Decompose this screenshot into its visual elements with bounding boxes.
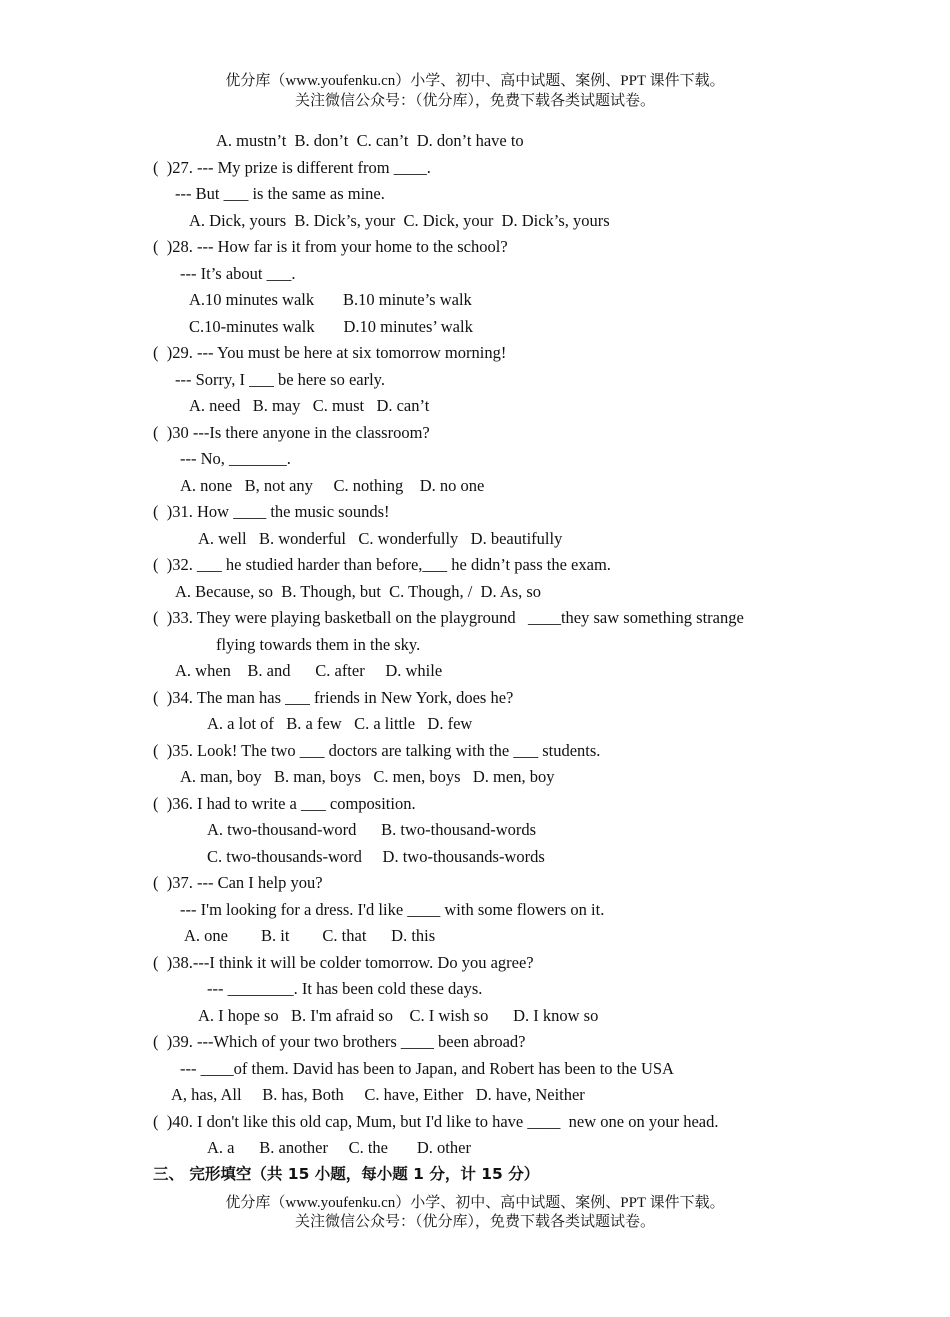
q39-reply: --- ____of them. David has been to Japan, and Robert has been to the USA <box>180 1059 674 1078</box>
q32-question: ( )32. ___ he studied harder than before,___ he didn’t pass the exam. <box>153 555 611 574</box>
q36-options-cd: C. two-thousands-word D. two-thousands-words <box>207 847 545 866</box>
q37-question: ( )37. --- Can I help you? <box>153 873 323 892</box>
q30-options: A. none B, not any C. nothing D. no one <box>180 476 485 495</box>
q30-reply: --- No, _______. <box>180 449 291 468</box>
q39-question: ( )39. ---Which of your two brothers ____ been abroad? <box>153 1032 526 1051</box>
q37-options: A. one B. it C. that D. this <box>184 926 436 945</box>
footer-line-2: 关注微信公众号：（优分库），免费下载各类试题试卷。 <box>294 1214 655 1230</box>
q36-options-ab: A. two-thousand-word B. two-thousand-words <box>207 820 537 839</box>
q34-options: A. a lot of B. a few C. a little D. few <box>207 714 473 733</box>
q37-reply: --- I'm looking for a dress. I'd like ____ with some flowers on it. <box>180 900 605 919</box>
q33-options: A. when B. and C. after D. while <box>175 661 443 680</box>
q27-reply: --- But ___ is the same as mine. <box>175 184 385 203</box>
q30-question: ( )30 ---Is there anyone in the classroom? <box>153 423 430 442</box>
q33-question: ( )33. They were playing basketball on the playground ____they saw something strange <box>153 608 744 627</box>
q28-options-cd: C.10-minutes walk D.10 minutes’ walk <box>189 317 473 336</box>
q38-reply: --- ________. It has been cold these days. <box>207 979 483 998</box>
q32-options: A. Because, so B. Though, but C. Though, / D. As, so <box>175 582 542 601</box>
q28-options-ab: A.10 minutes walk B.10 minute’s walk <box>189 290 472 309</box>
q27-question: ( )27. --- My prize is different from ____. <box>153 158 431 177</box>
q31-question: ( )31. How ____ the music sounds! <box>153 502 390 521</box>
q39-options: A, has, All B. has, Both C. have, Either D. have, Neither <box>171 1085 585 1104</box>
q38-options: A. I hope so B. I'm afraid so C. I wish so D. I know so <box>198 1006 599 1025</box>
section-heading-cloze: 三、 完形填空（共 15 小题，每小题 1 分，计 15 分） <box>153 1165 540 1183</box>
q26-options: A. mustn’t B. don’t C. can’t D. don’t have to <box>216 131 524 150</box>
q27-options: A. Dick, yours B. Dick’s, your C. Dick, your D. Dick’s, yours <box>189 211 610 230</box>
header-line-2: 关注微信公众号：（优分库），免费下载各类试题试卷。 <box>294 93 655 109</box>
header-line-1: 优分库（www.youfenku.cn）小学、初中、高中试题、案例、PPT 课件下载。 <box>225 73 725 89</box>
q36-question: ( )36. I had to write a ___ composition. <box>153 794 416 813</box>
q28-reply: --- It’s about ___. <box>180 264 296 283</box>
q28-question: ( )28. --- How far is it from your home to the school? <box>153 237 508 256</box>
q33-question-cont: flying towards them in the sky. <box>216 635 421 654</box>
q29-options: A. need B. may C. must D. can’t <box>189 396 430 415</box>
q34-question: ( )34. The man has ___ friends in New York, does he? <box>153 688 514 707</box>
q35-options: A. man, boy B. man, boys C. men, boys D. men, boy <box>180 767 555 786</box>
q40-options: A. a B. another C. the D. other <box>207 1138 471 1157</box>
q31-options: A. well B. wonderful C. wonderfully D. beautifully <box>198 529 563 548</box>
q35-question: ( )35. Look! The two ___ doctors are talking with the ___ students. <box>153 741 601 760</box>
q29-reply: --- Sorry, I ___ be here so early. <box>175 370 385 389</box>
q38-question: ( )38.---I think it will be colder tomorrow. Do you agree? <box>153 953 534 972</box>
footer-line-1: 优分库（www.youfenku.cn）小学、初中、高中试题、案例、PPT 课件下载。 <box>225 1195 725 1211</box>
q29-question: ( )29. --- You must be here at six tomorrow morning! <box>153 343 507 362</box>
q40-question: ( )40. I don't like this old cap, Mum, but I'd like to have ____ new one on your head. <box>153 1112 719 1131</box>
